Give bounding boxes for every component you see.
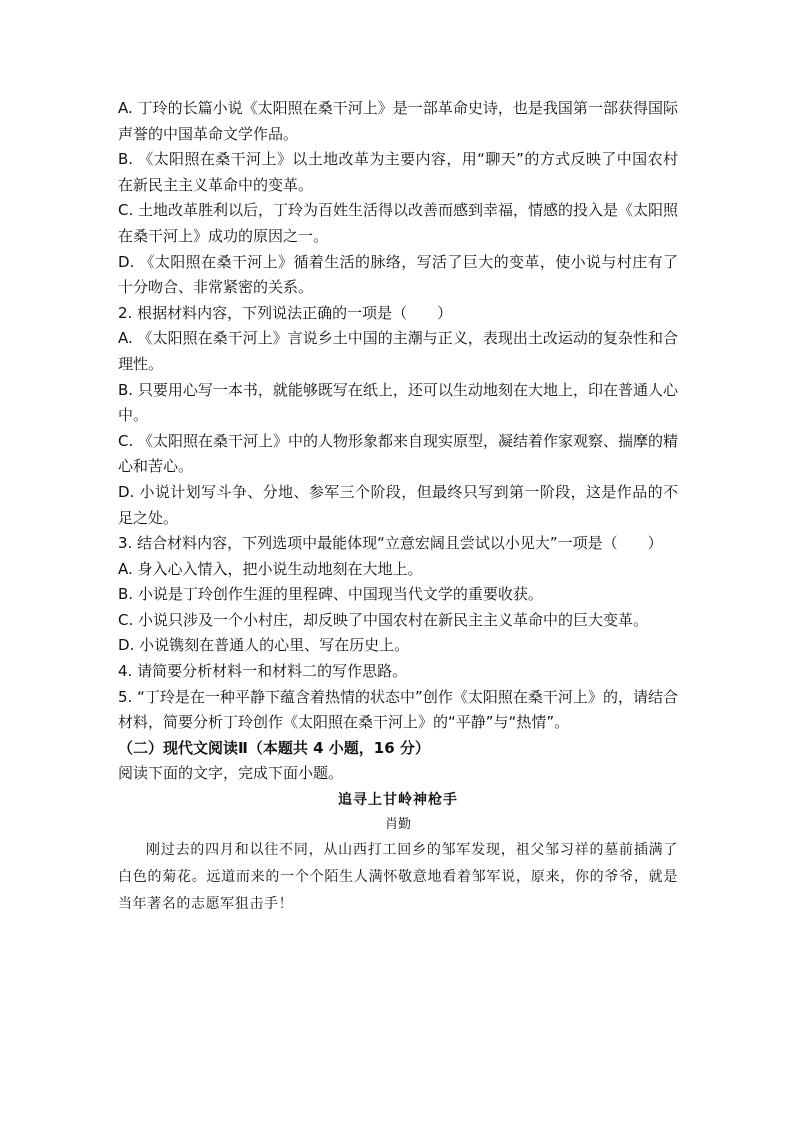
q2-option-c: C. 《太阳照在桑干河上》中的人物形象都来自现实原型，凝结着作家观察、揣摩的精心和苦心。	[118, 431, 679, 476]
q5-stem: 5. “丁玲是在一种平静下蕴含着热情的状态中”创作《太阳照在桑干河上》的，请结合材料，简要分析丁玲创作《太阳照在桑干河上》的“平静”与“热情”。	[118, 687, 678, 732]
q3-option-c: C. 小说只涉及一个小村庄，却反映了中国农村在新民主主义革命中的巨大变革。	[118, 610, 649, 629]
q1-option-b: B. 《太阳照在桑干河上》以土地改革为主要内容，用“聊天”的方式反映了中国农村在新民主主义革命中的变革。	[118, 150, 678, 194]
q4-stem: 4. 请简要分析材料一和材料二的写作思路。	[118, 662, 408, 681]
section-instruction: 阅读下面的文字，完成下面小题。	[118, 764, 344, 783]
article-paragraph: 刚过去的四月和以往不同，从山西打工回乡的邹军发现，祖父邹习祥的墓前插满了白色的菊花。远道而来的一个个陌生人满怀敬意地看着邹军说，原来，你的爷爷，就是当年著名的志愿军狙击手！	[118, 842, 678, 913]
q3-option-a: A. 身入心入情入，把小说生动地刻在大地上。	[118, 559, 423, 578]
article-author: 肖勤	[384, 817, 411, 833]
q3-option-b: B. 小说是丁玲创作生涯的里程碑、中国现当代文学的重要收获。	[118, 585, 543, 604]
q2-option-a: A. 《太阳照在桑干河上》言说乡土中国的主潮与正义，表现出土改运动的复杂性和合理性。	[118, 329, 678, 373]
q1-option-a: A. 丁玲的长篇小说《太阳照在桑干河上》是一部革命史诗，也是我国第一部获得国际声誉的中国革命文学作品。	[118, 99, 678, 143]
q3-option-d: D. 小说镌刻在普通人的心里、写在历史上。	[118, 636, 410, 655]
q2-stem: 2. 根据材料内容，下列说法正确的一项是（ ）	[118, 303, 453, 322]
q1-option-c: C. 土地改革胜利以后，丁玲为百姓生活得以改善而感到幸福，情感的投入是《太阳照在桑干河上》成功的原因之一。	[118, 201, 679, 245]
q3-stem: 3. 结合材料内容，下列选项中最能体现“立意宏阔且尝试以小见大”一项是（ ）	[118, 534, 663, 553]
article-title: 追寻上甘岭神枪手	[338, 792, 458, 809]
section-heading: （二）现代文阅读Ⅱ（本题共 4 小题，16 分）	[118, 738, 430, 757]
exam-page	[118, 96, 678, 918]
q2-option-d: D. 小说计划写斗争、分地、参军三个阶段，但最终只写到第一阶段，这是作品的不足之处。	[118, 482, 678, 527]
q2-option-b: B. 只要用心写一本书，就能够既写在纸上，还可以生动地刻在大地上，印在普通人心中。	[118, 380, 678, 425]
q1-option-d: D. 《太阳照在桑干河上》循着生活的脉络，写活了巨大的变革，使小说与村庄有了十分吻合、非常紧密的关系。	[118, 252, 678, 297]
